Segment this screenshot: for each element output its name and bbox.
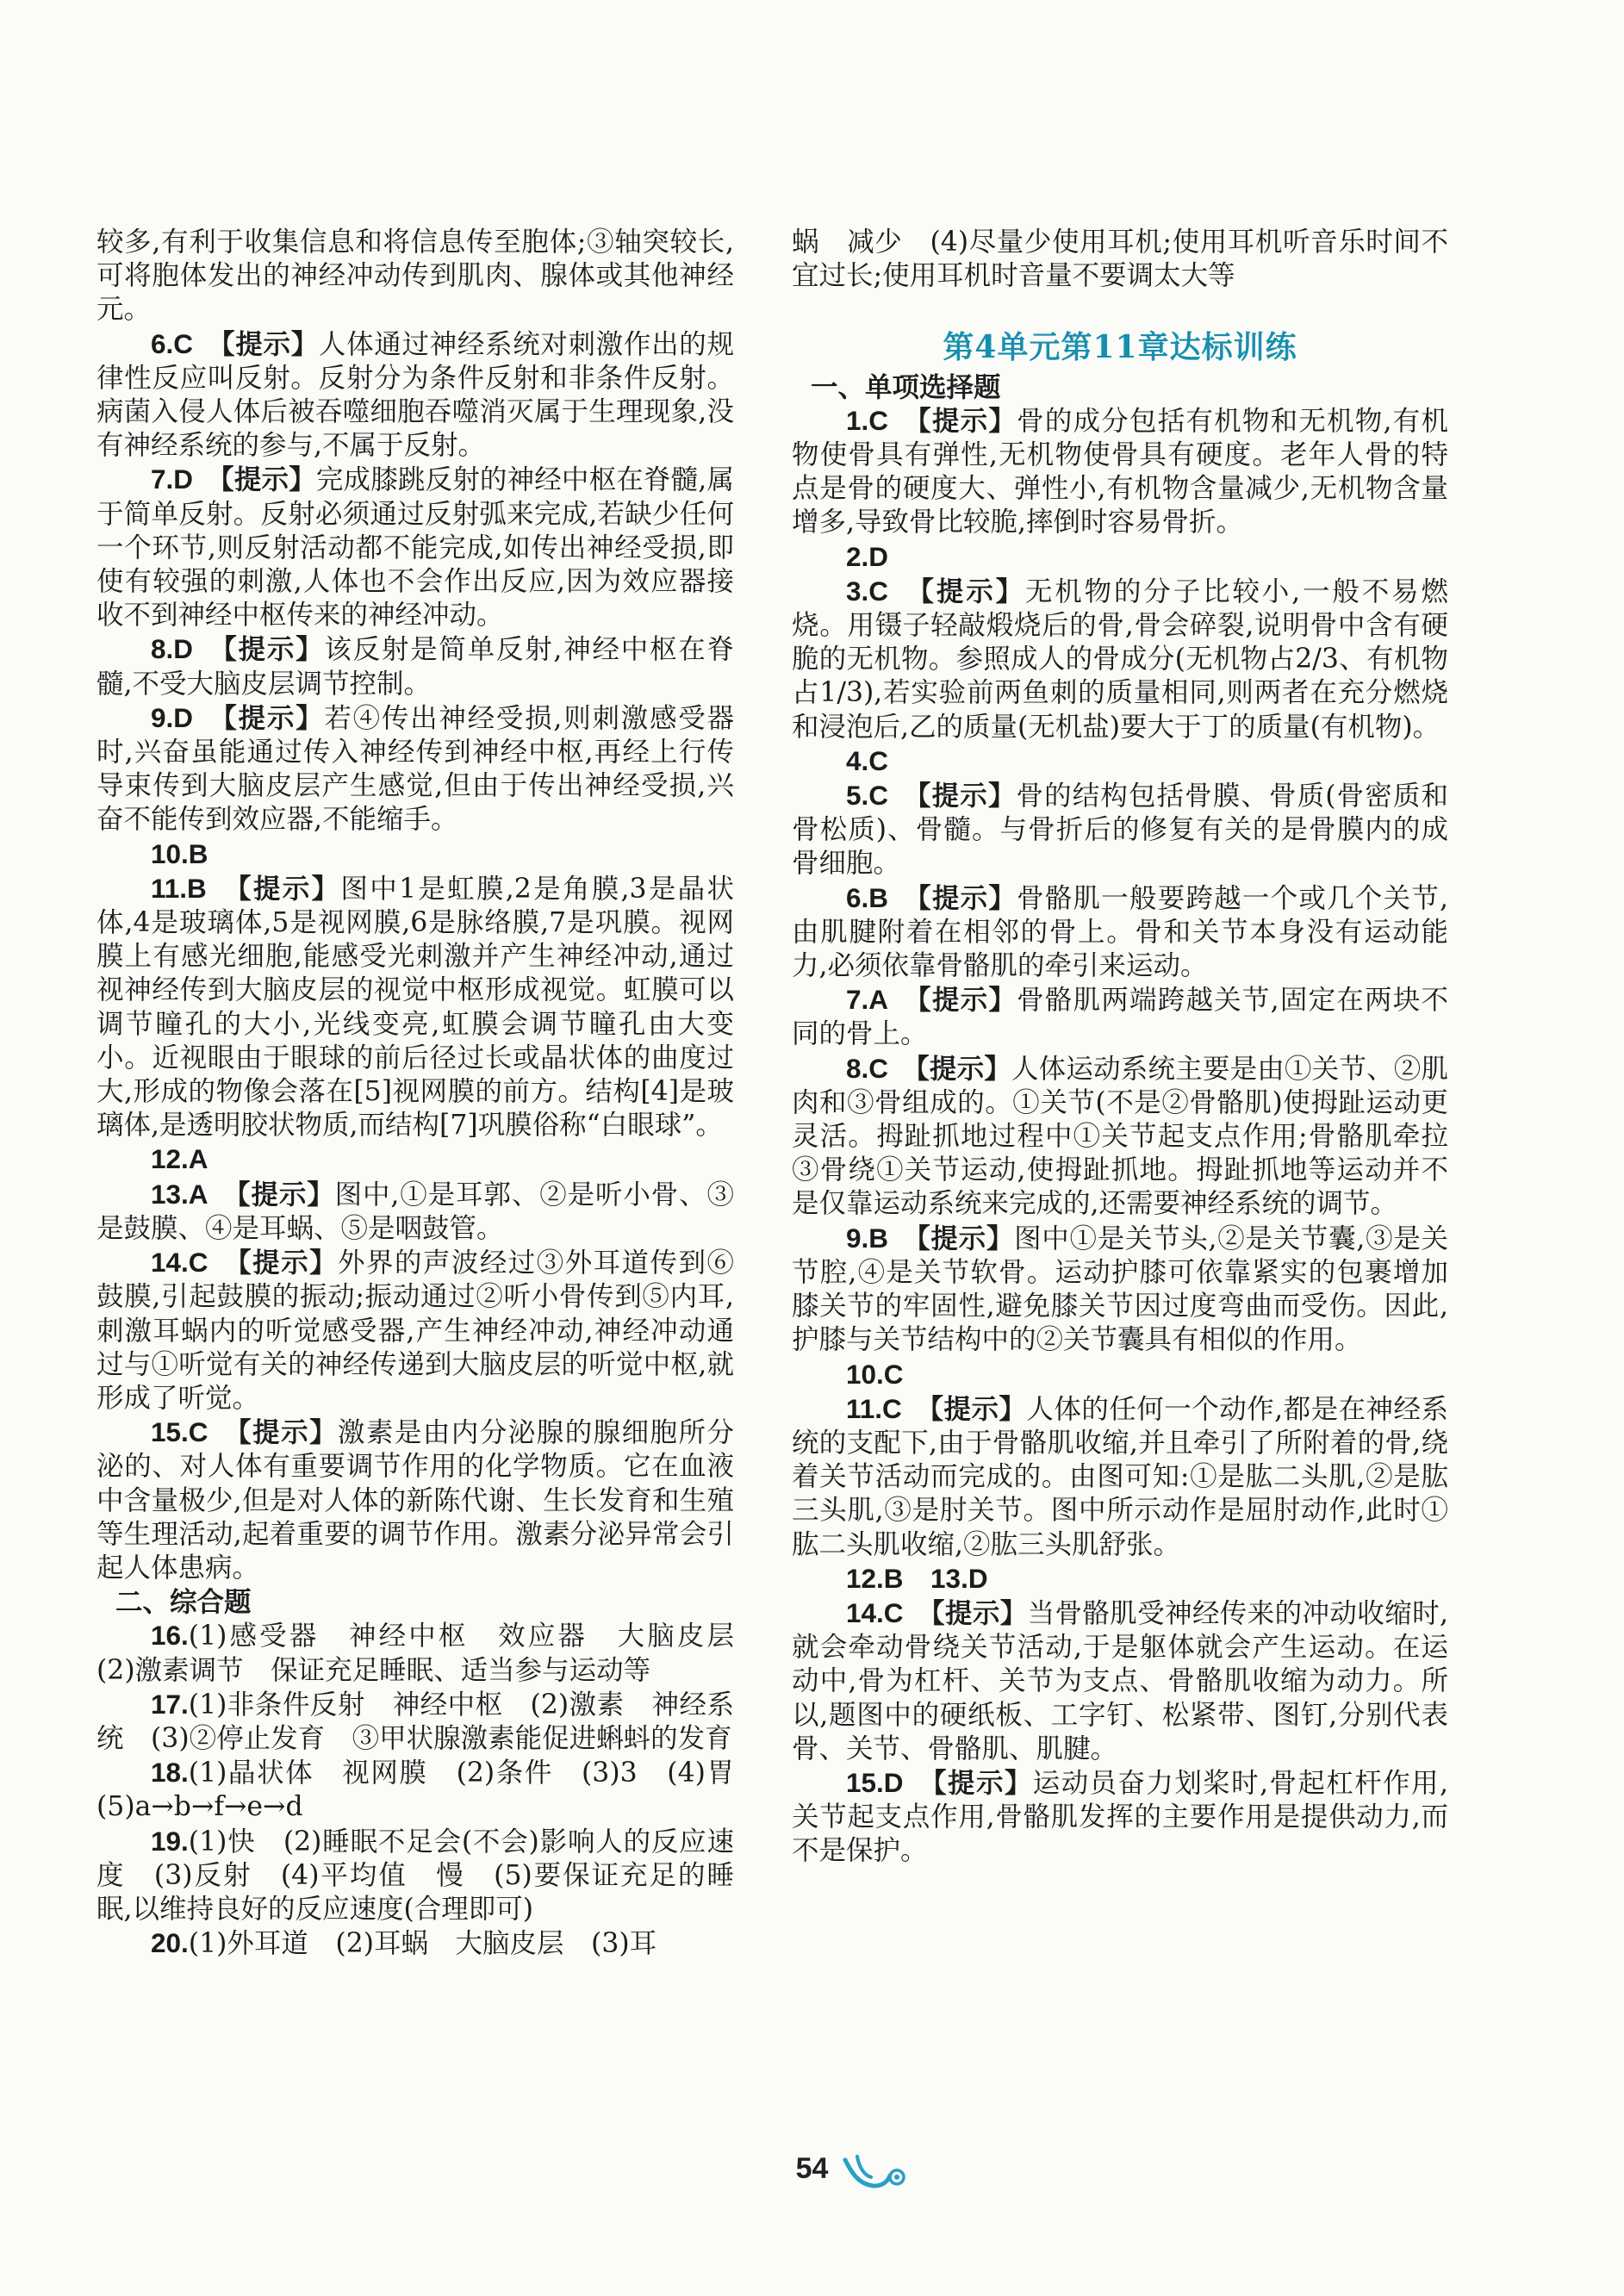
hint-label: 【提示】 <box>221 327 319 360</box>
answer-item <box>792 744 1448 779</box>
answer-number: 7.A <box>846 984 889 1016</box>
answer-number: 14.C <box>151 1247 208 1279</box>
answer-text: (1)快 (2)睡眠不足会(不会)影响人的反应速度 (3)反射 (4)平均值 慢 (5)要保证充足的睡眠,以维持良好的反应速度(合理即可) <box>96 1826 734 1925</box>
answer-item <box>96 701 734 837</box>
hint-label: 【提示】 <box>237 1416 339 1449</box>
answer-text: (1)非条件反射 神经中枢 (2)激素 神经系统 (3)②停止发育 ③甲状腺激素能促进蝌蚪的发育 <box>96 1689 734 1754</box>
answer-item <box>96 1825 734 1927</box>
answer-text: 骨骼肌两端跨越关节,固定在两块不同的骨上。 <box>792 985 1448 1050</box>
answer-item <box>96 837 734 872</box>
answer-number: 12.B 13.D <box>846 1562 988 1594</box>
page-number: 54 <box>795 2152 829 2185</box>
unit-title: 第4单元第11章达标训练 <box>943 329 1297 366</box>
answer-number: 10.C <box>846 1358 904 1390</box>
answer-number: 6.C <box>151 327 194 359</box>
answer-text: 当骨骼肌受神经传来的冲动收缩时,就会牵动骨绕关节活动,于是躯体就会产生运动。在运动中,骨为杠杆、关节为支点、骨骼肌收缩为动力。所以,题图中的硬纸板、工字钉、松紧带、图钉,分别代表骨、关节、骨骼肌、肌腱。 <box>792 1597 1448 1764</box>
answer-number: 18. <box>151 1757 189 1789</box>
hint-label: 【提示】 <box>930 1392 1027 1425</box>
section-heading <box>96 1585 734 1619</box>
answer-item <box>792 1052 1448 1222</box>
answer-text: 完成膝跳反射的神经中枢在脊髓,属于简单反射。反射必须通过反射弧来完成,若缺少任何一个环节,则反射活动都不能完成,如传出神经受损,即使有较强的刺激,人体也不会作出反应,因为效应器接收不到神经中枢传来的神经冲动。 <box>96 464 734 632</box>
answer-text: 图中,①是耳郭、②是听小骨、③是鼓膜、④是耳蜗、⑤是咽鼓管。 <box>96 1179 734 1244</box>
answer-item <box>96 1246 734 1416</box>
answer-text: (1)外耳道 (2)耳蜗 大脑皮层 (3)耳 <box>188 1928 657 1960</box>
hint-label: 【提示】 <box>917 881 1017 914</box>
answer-item <box>96 463 734 632</box>
answer-item <box>96 1416 734 1585</box>
answer-item <box>792 1766 1448 1869</box>
answer-text: 若④传出神经受损,则刺激感受器时,兴奋虽能通过传入神经传到神经中枢,再经上行传导束传到大脑皮层产生感觉,但由于传出神经受损,兴奋不能传到效应器,不能缩手。 <box>96 702 734 836</box>
answer-number: 8.C <box>846 1052 889 1084</box>
section-heading-text: 一、单项选择题 <box>811 370 1001 403</box>
hint-label: 【提示】 <box>917 984 1017 1017</box>
answer-number: 8.D <box>151 633 194 665</box>
answer-text: 运动员奋力划桨时,骨起杠杆作用,关节起支点作用,骨骼肌发挥的主要作用是提供动力,而不是保护。 <box>792 1767 1448 1867</box>
answer-number: 5.C <box>846 780 889 812</box>
answer-text: 人体通过神经系统对刺激作出的规律性反应叫反射。反射分为条件反射和非条件反射。病菌入侵人体后被吞噬细胞吞噬消灭属于生理现象,没有神经系统的参与,不属于反射。 <box>96 328 734 462</box>
answer-number: 9.B <box>846 1222 889 1254</box>
answer-text: (1)晶状体 视网膜 (2)条件 (3)3 (4)胃 (5)a→b→f→e→d <box>96 1758 762 1823</box>
answer-item <box>792 1358 1448 1392</box>
answer-text: 骨的成分包括有机物和无机物,有机物使骨具有弹性,无机物使骨具有硬度。老年人骨的特点是骨的硬度大、弹性小,有机物含量减少,无机物含量增多,导致骨比较脆,摔倒时容易骨折。 <box>792 405 1448 538</box>
answer-text: 较多,有利于收集信息和将信息传至胞体;③轴突较长,可将胞体发出的神经冲动传到肌肉、腺体或其他神经元。 <box>96 227 734 326</box>
answer-number: 1.C <box>846 404 889 436</box>
hint-label: 【提示】 <box>932 1766 1033 1799</box>
answer-item <box>792 881 1448 984</box>
answer-item <box>792 1596 1448 1766</box>
answer-number: 10.B <box>151 837 208 869</box>
hint-label: 【提示】 <box>237 872 341 905</box>
answer-text: 激素是由内分泌腺的腺细胞所分泌的、对人体有重要调节作用的化学物质。它在血液中含量极少,但是对人体的新陈代谢、生长发育和生殖等生理活动,起着重要的调节作用。激素分泌异常会引起人体患病。 <box>96 1417 734 1584</box>
answer-number: 3.C <box>846 575 889 607</box>
wave-ornament-icon <box>840 2151 909 2193</box>
answer-item <box>792 226 1448 293</box>
answer-item <box>792 540 1448 575</box>
answer-text: 骨的结构包括骨膜、骨质(骨密质和骨松质)、骨髓。与骨折后的修复有关的是骨膜内的成骨细胞。 <box>792 781 1448 880</box>
section-heading-text: 二、综合题 <box>115 1586 252 1619</box>
answer-item <box>96 1178 734 1246</box>
right-column <box>792 226 1448 1869</box>
answer-number: 2.D <box>846 540 889 572</box>
hint-label: 【提示】 <box>223 633 325 666</box>
answer-number: 15.D <box>846 1766 904 1798</box>
answer-text: 骨骼肌一般要跨越一个或几个关节,由肌腱附着在相邻的骨上。骨和关节本身没有运动能力,必须依靠骨骼肌的牵引来运动。 <box>792 882 1448 982</box>
answer-item <box>96 1926 734 1961</box>
answer-number: 16. <box>151 1620 189 1652</box>
answer-text: 图中①是关节头,②是关节囊,③是关节腔,④是关节软骨。运动护膝可依靠紧实的包裹增加膝关节的牢固性,避免膝关节因过度弯曲而受伤。因此,护膝与关节结构中的②关节囊具有相似的作用。 <box>792 1223 1448 1356</box>
hint-label: 【提示】 <box>920 575 1025 607</box>
hint-label: 【提示】 <box>915 1052 1011 1085</box>
answer-text: (1)感受器 神经中枢 效应器 大脑皮层 (2)激素调节 保证充足睡眠、适当参与运动等 <box>96 1621 762 1686</box>
answer-item <box>792 1392 1448 1562</box>
hint-label: 【提示】 <box>917 780 1017 812</box>
answer-number: 17. <box>151 1688 189 1720</box>
answer-number: 7.D <box>151 464 194 495</box>
answer-number: 13.A <box>151 1178 208 1210</box>
answer-text: 该反射是简单反射,神经中枢在脊髓,不受大脑皮层调节控制。 <box>96 634 734 700</box>
hint-label: 【提示】 <box>223 701 325 734</box>
answer-text: 人体运动系统主要是由①关节、②肌肉和③骨组成的。①关节(不是②骨骼肌)使拇趾运动更灵活。拇趾抓地过程中①关节起支点作用;骨骼肌牵拉③骨绕①关节运动,使拇趾抓地。拇趾抓地等运动并不是仅靠运动系统来完成的,还需要神经系统的调节。 <box>792 1053 1448 1220</box>
answer-item <box>96 1688 734 1756</box>
answer-item <box>96 226 734 327</box>
answer-item <box>792 983 1448 1051</box>
answer-text: 图中1是虹膜,2是角膜,3是晶状体,4是玻璃体,5是视网膜,6是脉络膜,7是巩膜。视网膜上有感光细胞,能感受光刺激并产生神经冲动,通过视神经传到大脑皮层的视觉中枢形成视觉。虹膜可以调节瞳孔的大小,光线变亮,虹膜会调节瞳孔由大变小。近视眼由于眼球的前后径过长或晶状体的曲度过大,形成的物像会落在[5]视网膜的前方。结构[4]是玻璃体,是透明胶状物质,而结构[7]巩膜俗称“白眼球”。 <box>96 873 734 1142</box>
answer-item <box>96 1756 762 1824</box>
section-heading <box>792 370 1448 404</box>
answer-item <box>96 632 734 700</box>
answer-number: 14.C <box>846 1596 904 1628</box>
hint-label: 【提示】 <box>237 1247 339 1279</box>
answer-number: 20. <box>151 1927 189 1959</box>
answer-item <box>96 327 734 464</box>
answer-item <box>96 872 734 1143</box>
answer-number: 15.C <box>151 1416 208 1448</box>
hint-label: 【提示】 <box>916 1222 1015 1254</box>
answer-text: 人体的任何一个动作,都是在神经系统的支配下,由于骨骼肌收缩,并且牵引了所附着的骨,绕着关节活动而完成的。由图可知:①是肱二头肌,②是肱三头肌,③是肘关节。图中所示动作是屈肘动作,此时①肱二头肌收缩,②肱三头肌舒张。 <box>792 1393 1448 1560</box>
answer-number: 9.D <box>151 701 194 733</box>
answer-number: 11.B <box>151 872 207 904</box>
answer-text: 外界的声波经过③外耳道传到⑥鼓膜,引起鼓膜的振动;振动通过②听小骨传到⑤内耳,刺激耳蜗内的听觉感受器,产生神经冲动,神经冲动通过与①听觉有关的神经传递到大脑皮层的听觉中枢,就形成了听觉。 <box>96 1248 734 1414</box>
hint-label: 【提示】 <box>917 404 1017 437</box>
answer-item <box>792 1562 1448 1596</box>
hint-label: 【提示】 <box>930 1596 1028 1629</box>
left-column <box>96 226 762 1961</box>
answer-item <box>792 1222 1448 1358</box>
answer-item <box>96 1619 762 1687</box>
right-column-continuation <box>792 226 1448 293</box>
hint-label: 【提示】 <box>220 464 316 496</box>
answer-item <box>792 404 1448 540</box>
answer-item <box>792 779 1448 881</box>
answer-text: 蜗 减少 (4)尽量少使用耳机;使用耳机听音乐时间不宜过长;使用耳机时音量不要调太大等 <box>792 227 1448 292</box>
answer-number: 11.C <box>846 1392 902 1424</box>
answer-item <box>792 575 1448 744</box>
right-column-answers <box>792 370 1448 1869</box>
answer-number: 6.B <box>846 881 889 913</box>
answer-number: 19. <box>151 1825 189 1857</box>
hint-label: 【提示】 <box>236 1178 335 1210</box>
answer-number: 12.A <box>151 1143 208 1175</box>
answer-text: 无机物的分子比较小,一般不易燃烧。用镊子轻敲煅烧后的骨,骨会碎裂,说明骨中含有硬脆的无机物。参照成人的骨成分(无机物占2/3、有机物占1/3),若实验前两鱼刺的质量相同,则两者在充分燃烧和浸泡后,乙的质量(无机盐)要大于丁的质量(有机物)。 <box>792 576 1448 743</box>
answer-item <box>96 1142 734 1177</box>
answer-number: 4.C <box>846 744 889 776</box>
